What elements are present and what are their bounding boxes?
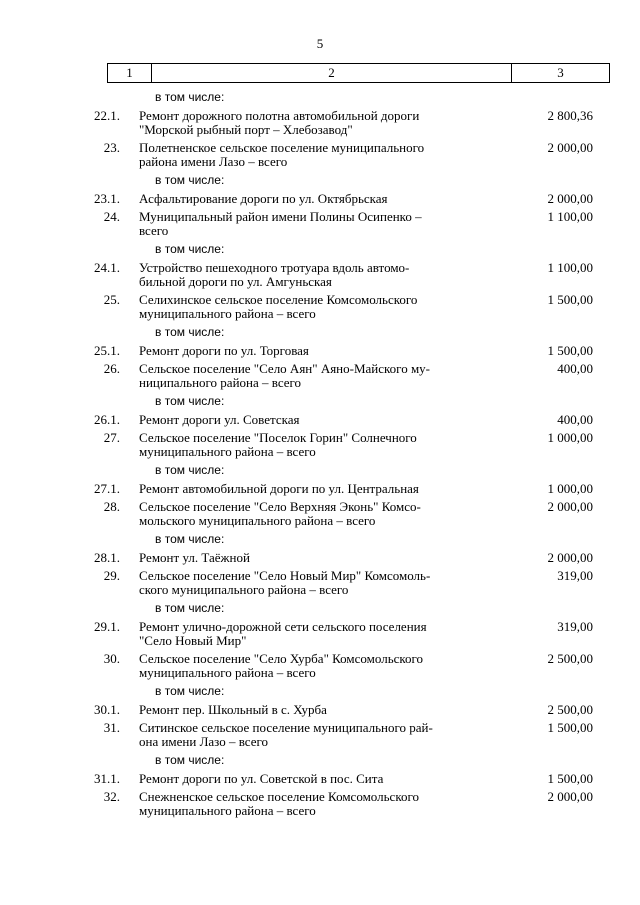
subheading-row bbox=[0, 90, 640, 104]
row-description: Сельское поселение "Село Аян" Аяно-Майского му- ниципального района – всего bbox=[139, 361, 430, 390]
row-description: в том числе: bbox=[155, 90, 225, 104]
row-amount: 2 000,00 bbox=[547, 140, 593, 155]
table-row bbox=[0, 109, 640, 137]
row-amount bbox=[499, 684, 609, 698]
table-row bbox=[0, 790, 640, 818]
row-amount bbox=[499, 242, 609, 256]
subheading-row bbox=[0, 173, 640, 187]
row-number: 23.1. bbox=[94, 191, 120, 206]
row-amount bbox=[499, 325, 609, 339]
subheading-row bbox=[0, 325, 640, 339]
row-amount: 1 500,00 bbox=[547, 771, 593, 786]
row-description: Селихинское сельское поселение Комсомольского муниципального района – всего bbox=[139, 292, 418, 321]
table-row bbox=[0, 703, 640, 717]
row-number bbox=[0, 532, 139, 546]
row-amount: 2 000,00 bbox=[547, 550, 593, 565]
row-amount: 2 500,00 bbox=[547, 651, 593, 666]
row-number: 26. bbox=[103, 361, 120, 376]
row-description: Снежненское сельское поселение Комсомольского муниципального района – всего bbox=[139, 789, 419, 818]
row-number: 29. bbox=[103, 568, 120, 583]
row-number bbox=[0, 463, 139, 477]
row-number: 25.1. bbox=[94, 343, 120, 358]
table-row bbox=[0, 192, 640, 206]
row-amount: 1 500,00 bbox=[547, 720, 593, 735]
row-description: Ремонт улично-дорожной сети сельского поселения "Село Новый Мир" bbox=[139, 619, 427, 648]
row-description: в том числе: bbox=[155, 325, 225, 339]
row-description: в том числе: bbox=[155, 242, 225, 256]
table-row bbox=[0, 551, 640, 565]
row-amount: 1 100,00 bbox=[547, 260, 593, 275]
row-amount bbox=[499, 90, 609, 104]
row-description: Асфальтирование дороги по ул. Октябрьская bbox=[139, 191, 388, 206]
row-description: Сельское поселение "Село Новый Мир" Комсомоль- ского муниципального района – всего bbox=[139, 568, 431, 597]
row-number bbox=[0, 684, 139, 698]
row-amount bbox=[499, 173, 609, 187]
row-description: Устройство пешеходного тротуара вдоль автомо- бильной дороги по ул. Амгуньская bbox=[139, 260, 410, 289]
row-number: 28. bbox=[103, 499, 120, 514]
subheading-row bbox=[0, 394, 640, 408]
row-amount: 1 500,00 bbox=[547, 292, 593, 307]
row-description: в том числе: bbox=[155, 753, 225, 767]
table-row bbox=[0, 293, 640, 321]
subheading-row bbox=[0, 753, 640, 767]
table-row bbox=[0, 210, 640, 238]
row-description: Ремонт дороги ул. Советская bbox=[139, 412, 300, 427]
row-number: 31. bbox=[103, 720, 120, 735]
table-row bbox=[0, 431, 640, 459]
table-row bbox=[0, 569, 640, 597]
row-number bbox=[0, 173, 139, 187]
row-amount: 400,00 bbox=[557, 361, 593, 376]
row-number: 24. bbox=[103, 209, 120, 224]
row-description: в том числе: bbox=[155, 394, 225, 408]
table-row bbox=[0, 721, 640, 749]
table-row bbox=[0, 652, 640, 680]
table-row bbox=[0, 261, 640, 289]
row-number: 25. bbox=[103, 292, 120, 307]
row-description: Полетненское сельское поселение муниципального района имени Лазо – всего bbox=[139, 140, 425, 169]
row-amount: 319,00 bbox=[557, 619, 593, 634]
row-description: Ремонт дорожного полотна автомобильной дороги "Морской рыбный порт – Хлебозавод" bbox=[139, 108, 420, 137]
row-number bbox=[0, 242, 139, 256]
row-number bbox=[0, 325, 139, 339]
row-amount bbox=[499, 532, 609, 546]
row-amount: 2 000,00 bbox=[547, 191, 593, 206]
subheading-row bbox=[0, 242, 640, 256]
table-row bbox=[0, 362, 640, 390]
row-number: 31.1. bbox=[94, 771, 120, 786]
table-row bbox=[0, 482, 640, 496]
row-description: в том числе: bbox=[155, 532, 225, 546]
table-body bbox=[0, 88, 640, 822]
row-description: Ситинское сельское поселение муниципального рай- она имени Лазо – всего bbox=[139, 720, 433, 749]
subheading-row bbox=[0, 463, 640, 477]
header-col-2: 2 bbox=[152, 64, 512, 82]
row-description: Ремонт ул. Таёжной bbox=[139, 550, 250, 565]
row-description: Сельское поселение "Поселок Горин" Солнечного муниципального района – всего bbox=[139, 430, 417, 459]
row-amount bbox=[499, 601, 609, 615]
row-number bbox=[0, 753, 139, 767]
row-description: в том числе: bbox=[155, 463, 225, 477]
row-number: 22.1. bbox=[94, 108, 120, 123]
row-amount bbox=[499, 394, 609, 408]
row-description: Ремонт дороги по ул. Торговая bbox=[139, 343, 309, 358]
subheading-row bbox=[0, 601, 640, 615]
row-amount bbox=[499, 463, 609, 477]
row-number: 30.1. bbox=[94, 702, 120, 717]
row-amount: 2 800,36 bbox=[547, 108, 593, 123]
row-number: 23. bbox=[103, 140, 120, 155]
row-amount: 2 000,00 bbox=[547, 499, 593, 514]
row-description: Ремонт автомобильной дороги по ул. Центральная bbox=[139, 481, 419, 496]
table-row bbox=[0, 413, 640, 427]
row-description: Ремонт пер. Школьный в с. Хурба bbox=[139, 702, 327, 717]
row-amount: 319,00 bbox=[557, 568, 593, 583]
row-number: 26.1. bbox=[94, 412, 120, 427]
row-number: 29.1. bbox=[94, 619, 120, 634]
row-amount: 1 100,00 bbox=[547, 209, 593, 224]
table-row bbox=[0, 500, 640, 528]
row-number: 27. bbox=[103, 430, 120, 445]
row-amount: 1 000,00 bbox=[547, 481, 593, 496]
table-row bbox=[0, 772, 640, 786]
page-number: 5 bbox=[316, 36, 324, 51]
row-description: в том числе: bbox=[155, 684, 225, 698]
row-number: 24.1. bbox=[94, 260, 120, 275]
table-row bbox=[0, 344, 640, 358]
row-description: в том числе: bbox=[155, 601, 225, 615]
row-description: Ремонт дороги по ул. Советской в пос. Сита bbox=[139, 771, 384, 786]
row-number bbox=[0, 394, 139, 408]
row-number: 30. bbox=[103, 651, 120, 666]
row-description: Сельское поселение "Село Хурба" Комсомольского муниципального района – всего bbox=[139, 651, 424, 680]
row-description: Муниципальный район имени Полины Осипенко – всего bbox=[139, 209, 422, 238]
header-col-1: 1 bbox=[108, 64, 152, 82]
row-amount: 1 500,00 bbox=[547, 343, 593, 358]
table-row bbox=[0, 141, 640, 169]
row-number: 27.1. bbox=[94, 481, 120, 496]
table-header bbox=[107, 63, 610, 83]
row-amount bbox=[499, 753, 609, 767]
table-row bbox=[0, 620, 640, 648]
row-description: Сельское поселение "Село Верхняя Эконь" Комсо- мольского муниципального района – всего bbox=[139, 499, 421, 528]
row-amount: 2 000,00 bbox=[547, 789, 593, 804]
subheading-row bbox=[0, 684, 640, 698]
subheading-row bbox=[0, 532, 640, 546]
row-amount: 2 500,00 bbox=[547, 702, 593, 717]
header-col-3: 3 bbox=[557, 65, 564, 80]
row-number: 32. bbox=[103, 789, 120, 804]
row-amount: 1 000,00 bbox=[547, 430, 593, 445]
row-number bbox=[0, 90, 139, 104]
row-number: 28.1. bbox=[94, 550, 120, 565]
row-description: в том числе: bbox=[155, 173, 225, 187]
row-number bbox=[0, 601, 139, 615]
row-amount: 400,00 bbox=[557, 412, 593, 427]
